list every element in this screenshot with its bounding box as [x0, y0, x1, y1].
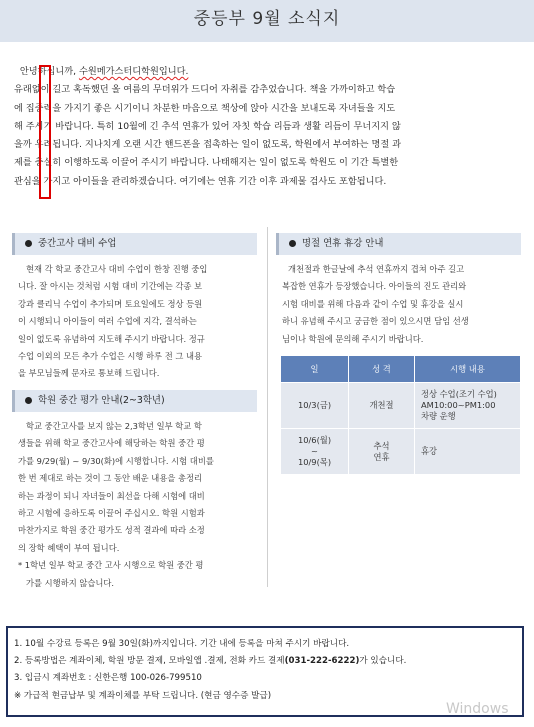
midterm-line: 이 시행되니 아이들이 여러 수업에 지각, 결석하는 [18, 316, 197, 327]
bullet-icon [25, 397, 32, 404]
row2-date [281, 429, 349, 475]
intro-line-1 [14, 63, 520, 81]
column-header-type: 성 격 [349, 356, 415, 383]
row1-content-line: AM10:00~PM1:00 [421, 400, 496, 410]
eval-line: 마찬가지로 학원 중간 평가도 성적 결과에 따라 소정 [18, 525, 205, 536]
row1-content-line: 정상 수업(조기 수업) [421, 389, 497, 399]
eval-line: 학교 중간고사를 보지 않는 2,3학년 일부 학교 학 [26, 421, 202, 431]
holiday-section-header [276, 233, 521, 255]
row2-date-line: ~ [311, 446, 318, 456]
row2-type-line: 연휴 [373, 451, 390, 462]
holiday-line: 복잡한 연휴가 등장했습니다. 아이들의 진도 관리와 [282, 281, 467, 292]
holiday-paragraph [282, 261, 522, 348]
column-header-date: 일 [281, 356, 349, 383]
phone-number: (031-222-6222) [284, 656, 360, 667]
table-header-row [281, 356, 521, 383]
eval-line: 가를 9/29(월) ~ 9/30(화)에 시행합니다. 시험 대비를 [18, 455, 214, 466]
intro-line-5: 을까 우려됩니다. 지나치게 오랜 시간 핸드폰을 접촉하는 일이 없도록, 학원에서 부여하는 명절 과 [14, 139, 402, 151]
eval-line: 생들을 위해 학교 중간고사에 해당하는 학원 중간 평 [18, 438, 205, 449]
eval-line: 의 장학 혜택이 부여 됩니다. [18, 542, 120, 553]
row2-type [349, 429, 415, 475]
bullet-icon [289, 240, 296, 247]
academy-eval-paragraph [18, 418, 258, 592]
column-header-content: 시행 내용 [415, 356, 521, 383]
holiday-line: 하니 유념해 주시고 궁금한 점이 있으시면 담임 선생 [282, 316, 469, 327]
holiday-line: 개천절과 한글날에 추석 연휴까지 겹쳐 아주 길고 [288, 264, 465, 274]
midterm-section-header [12, 233, 257, 255]
midterm-heading: 중간고사 대비 수업 [38, 238, 117, 249]
row2-date-line: 10/6(월) [297, 435, 332, 445]
bullet-icon [25, 240, 32, 247]
intro-paragraph [14, 63, 520, 191]
row2-date-line: 10/9(목) [297, 457, 332, 467]
holiday-heading: 명절 연휴 휴강 안내 [302, 238, 384, 249]
notice-line-2-text: 2. 등록방법은 계좌이체, 학원 방문 결제, 모바일앱 .결제, 전화 카드 결제 [14, 656, 285, 667]
intro-line-7: 관심을 가지고 아이들을 관리하겠습니다. 여기에는 연휴 기간 이후 과제물 검사도 포함됩니다. [14, 175, 387, 187]
eval-line: 하는 과정이 되니 자녀들이 최선을 다해 시험에 대비 [18, 490, 205, 501]
notice-line-2 [14, 653, 522, 670]
academy-eval-section-header [12, 390, 257, 412]
midterm-line: 수업 이외의 모든 추가 수업은 시행 하루 전 그 내용 [18, 351, 203, 362]
windows-watermark: Windows [446, 701, 509, 717]
newsletter-title: 중등부 9월 소식지 [0, 0, 534, 42]
eval-line: * 1학년 일부 학교 중간 고사 시행으로 학원 중간 평 [18, 560, 204, 571]
midterm-line: 현재 각 학교 중간고사 대비 수업이 한창 진행 중입 [26, 264, 208, 274]
row1-content-line: 차량 운행 [421, 411, 456, 421]
notice-line-1: 1. 10월 수강료 등록은 9월 30일(화)까지입니다. 기간 내에 등록을 마쳐 주시기 바랍니다. [14, 639, 350, 649]
eval-line: 가를 시행하지 않습니다. [26, 577, 115, 588]
academy-name: 수원메가스터디학원입니다. [78, 66, 189, 77]
eval-line: 하고 시험에 응하도록 이끌어 주십시오. 학원 시험과 [18, 508, 205, 519]
academy-eval-heading: 학원 중간 평가 안내(2~3학년) [38, 395, 165, 406]
midterm-line: 을 부모님들께 문자로 통보해 드립니다. [18, 368, 160, 379]
intro-line-2: 유래없이 길고 혹독했던 올 여름의 무더위가 드디어 자취를 감추었습니다. 책을 가까이하고 학습 [14, 84, 396, 96]
intro-greeting: 안녕하십니까, [19, 66, 79, 77]
notice-line-2-tail: 가 있습니다. [359, 656, 407, 667]
intro-line-6: 제를 충실히 이행하도록 이끌어 주시기 바랍니다. 나태해지는 일이 없도록 학원도 이 기간 특별한 [14, 157, 399, 169]
midterm-line: 일이 없도록 유념하여 지도해 주시기 바랍니다. 정규 [18, 333, 205, 344]
midterm-line: 니다. 잘 아시는 것처럼 시험 대비 기간에는 각종 보 [18, 281, 203, 292]
midterm-line: 강과 클리닉 수업이 추가되며 토요일에도 정상 등원 [18, 298, 203, 309]
intro-line-4: 해 주시기 바랍니다. 특히 10월에 긴 추석 연휴가 있어 자칫 학습 리듬과 생활 리듬이 무너지지 않 [14, 120, 401, 132]
notice-line-3: 3. 입금시 계좌번호 : 신한은행 100-026-799510 [14, 673, 202, 684]
midterm-paragraph [18, 261, 258, 383]
table-row [281, 383, 521, 429]
holiday-schedule-table [280, 355, 521, 475]
row1-type: 개천절 [349, 383, 415, 429]
table-row [281, 429, 521, 475]
column-divider [267, 227, 268, 587]
row1-date: 10/3(금) [281, 383, 349, 429]
row2-type-line: 추석 [373, 440, 390, 451]
notice-line-4: ※ 가급적 현금납부 및 계좌이체를 부탁 드립니다. (현금 영수증 발급) [14, 690, 272, 701]
red-selection-box [39, 65, 51, 199]
intro-line-3: 에 집중력을 가지기 좋은 시기이니 차분한 마음으로 책상에 앉아 시간을 보내도록 자녀들을 지도 [14, 102, 396, 114]
holiday-line: 시험 대비를 위해 다음과 같이 수업 및 휴강을 실시 [282, 298, 464, 309]
eval-line: 한 번 제대로 하는 것이 그 동안 배운 내용을 총정리 [18, 473, 203, 484]
row2-content: 휴강 [415, 429, 521, 475]
holiday-line: 님이나 학원에 문의해 주시기 바랍니다. [282, 333, 424, 344]
row1-content [415, 383, 521, 429]
